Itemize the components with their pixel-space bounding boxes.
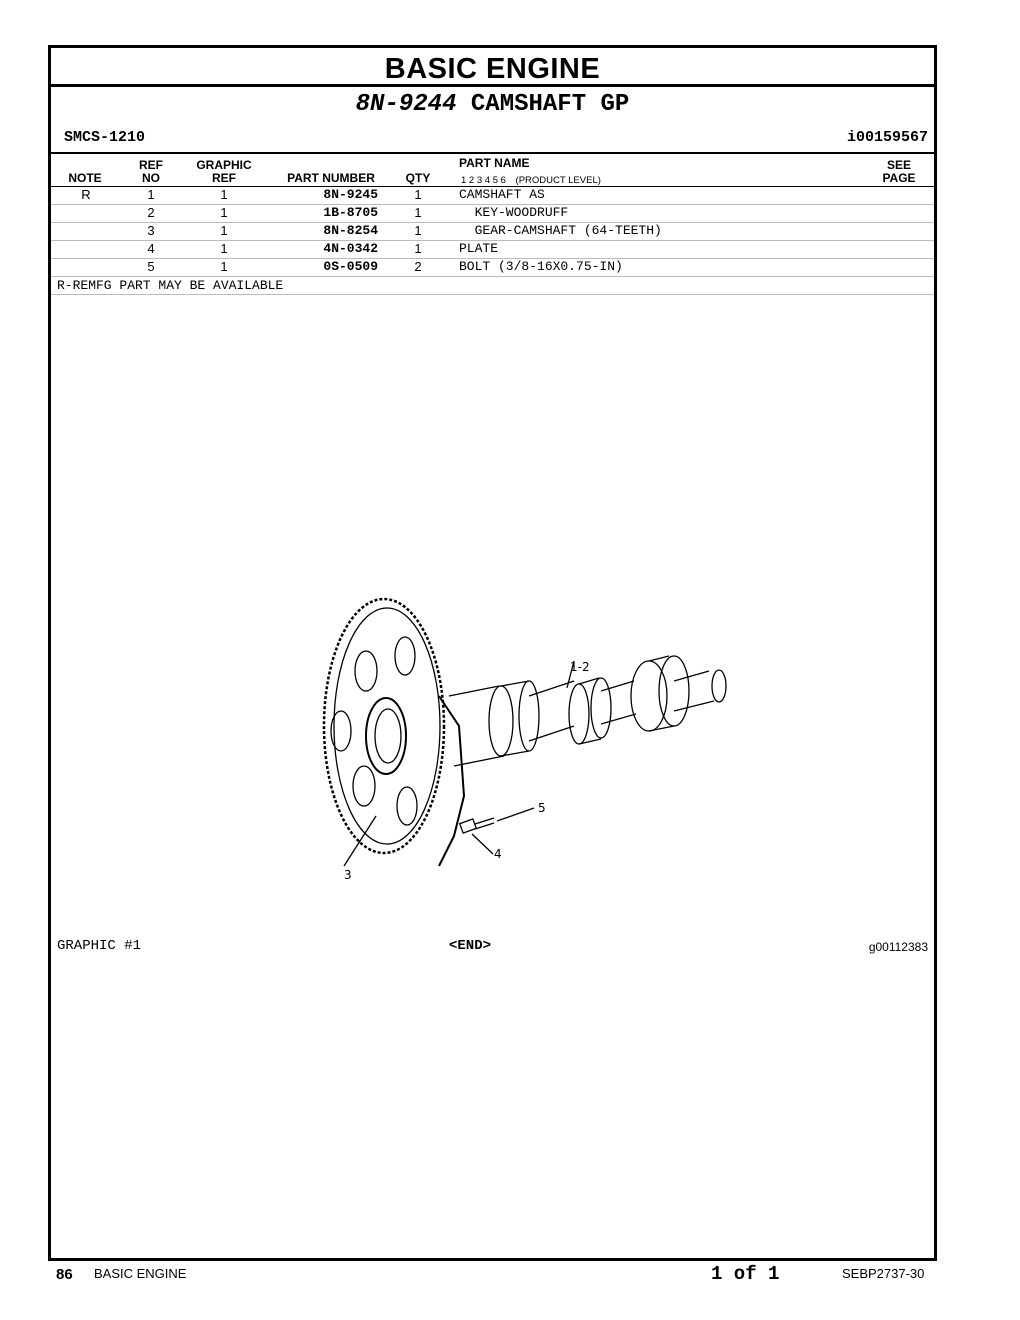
section-title: BASIC ENGINE bbox=[51, 48, 934, 87]
ident-code: i00159567 bbox=[846, 129, 928, 146]
header-note: NOTE bbox=[68, 171, 102, 185]
header-see-top: SEE bbox=[886, 158, 911, 172]
cell-ref: 5 bbox=[147, 259, 155, 274]
cell-part-name: KEY-WOODRUFF bbox=[459, 205, 569, 220]
footer-page-of: 1 of 1 bbox=[711, 1263, 780, 1285]
header-graphic-bottom: REF bbox=[212, 171, 236, 185]
cell-qty: 2 bbox=[414, 259, 422, 274]
cell-note: R bbox=[81, 187, 91, 202]
cell-qty: 1 bbox=[414, 187, 422, 202]
table-row bbox=[51, 204, 934, 223]
header-graphic-top: GRAPHIC bbox=[196, 158, 252, 172]
cell-ref: 3 bbox=[147, 223, 155, 238]
product-levels: 1 2 3 4 5 6 bbox=[461, 175, 506, 186]
cell-part-name: BOLT (3/8-16X0.75-IN) bbox=[459, 259, 623, 274]
cell-graphic-ref: 1 bbox=[220, 223, 228, 238]
cell-graphic-ref: 1 bbox=[220, 259, 228, 274]
header-ref-bottom: NO bbox=[142, 171, 160, 185]
footer-doc-id: SEBP2737-30 bbox=[842, 1266, 925, 1281]
callout-5: 5 bbox=[538, 801, 546, 815]
cell-ref: 1 bbox=[147, 187, 155, 202]
product-level-label: (PRODUCT LEVEL) bbox=[515, 175, 601, 186]
cell-ref: 2 bbox=[147, 205, 155, 220]
header-see-bottom: PAGE bbox=[882, 171, 916, 185]
end-marker: <END> bbox=[449, 938, 492, 954]
cell-qty: 1 bbox=[414, 205, 422, 220]
callout-4: 4 bbox=[494, 847, 502, 861]
header-qty: QTY bbox=[405, 171, 431, 185]
graphic-id: g00112383 bbox=[868, 940, 928, 954]
divider bbox=[51, 294, 934, 295]
footer-page-number: 86 bbox=[56, 1266, 73, 1283]
cell-qty: 1 bbox=[414, 241, 422, 256]
table-row bbox=[51, 258, 934, 277]
group-part-number: 8N-9244 bbox=[355, 91, 457, 118]
graphic-label: GRAPHIC #1 bbox=[57, 938, 142, 954]
product-level-row bbox=[461, 175, 601, 186]
callout-3: 3 bbox=[344, 868, 352, 882]
table-row bbox=[51, 222, 934, 241]
cell-part-name: PLATE bbox=[459, 241, 499, 256]
header-ref-top: REF bbox=[139, 158, 163, 172]
cell-graphic-ref: 1 bbox=[220, 241, 228, 256]
cell-part-number: 4N-0342 bbox=[323, 241, 378, 256]
cell-part-number: 8N-8254 bbox=[323, 223, 378, 238]
group-name: CAMSHAFT GP bbox=[470, 91, 630, 118]
footer-section: BASIC ENGINE bbox=[94, 1266, 187, 1281]
cell-part-name: GEAR-CAMSHAFT (64-TEETH) bbox=[459, 223, 662, 238]
header-part-number: PART NUMBER bbox=[287, 171, 375, 185]
smcs-code: SMCS-1210 bbox=[64, 129, 146, 146]
table-header bbox=[51, 152, 934, 187]
group-title bbox=[51, 91, 934, 118]
page-frame bbox=[48, 45, 937, 1261]
cell-qty: 1 bbox=[414, 223, 422, 238]
cell-part-name: CAMSHAFT AS bbox=[459, 187, 545, 202]
cell-ref: 4 bbox=[147, 241, 155, 256]
cell-graphic-ref: 1 bbox=[220, 187, 228, 202]
table-row bbox=[51, 186, 934, 205]
table-row bbox=[51, 240, 934, 259]
cell-part-number: 0S-0509 bbox=[323, 259, 378, 274]
camshaft-illustration bbox=[289, 596, 729, 886]
cell-part-number: 1B-8705 bbox=[323, 205, 378, 220]
callout-1-2: 1-2 bbox=[570, 660, 590, 674]
cell-part-number: 8N-9245 bbox=[323, 187, 378, 202]
header-part-name: PART NAME bbox=[459, 156, 530, 170]
remfg-note: R-REMFG PART MAY BE AVAILABLE bbox=[57, 278, 284, 293]
cell-graphic-ref: 1 bbox=[220, 205, 228, 220]
